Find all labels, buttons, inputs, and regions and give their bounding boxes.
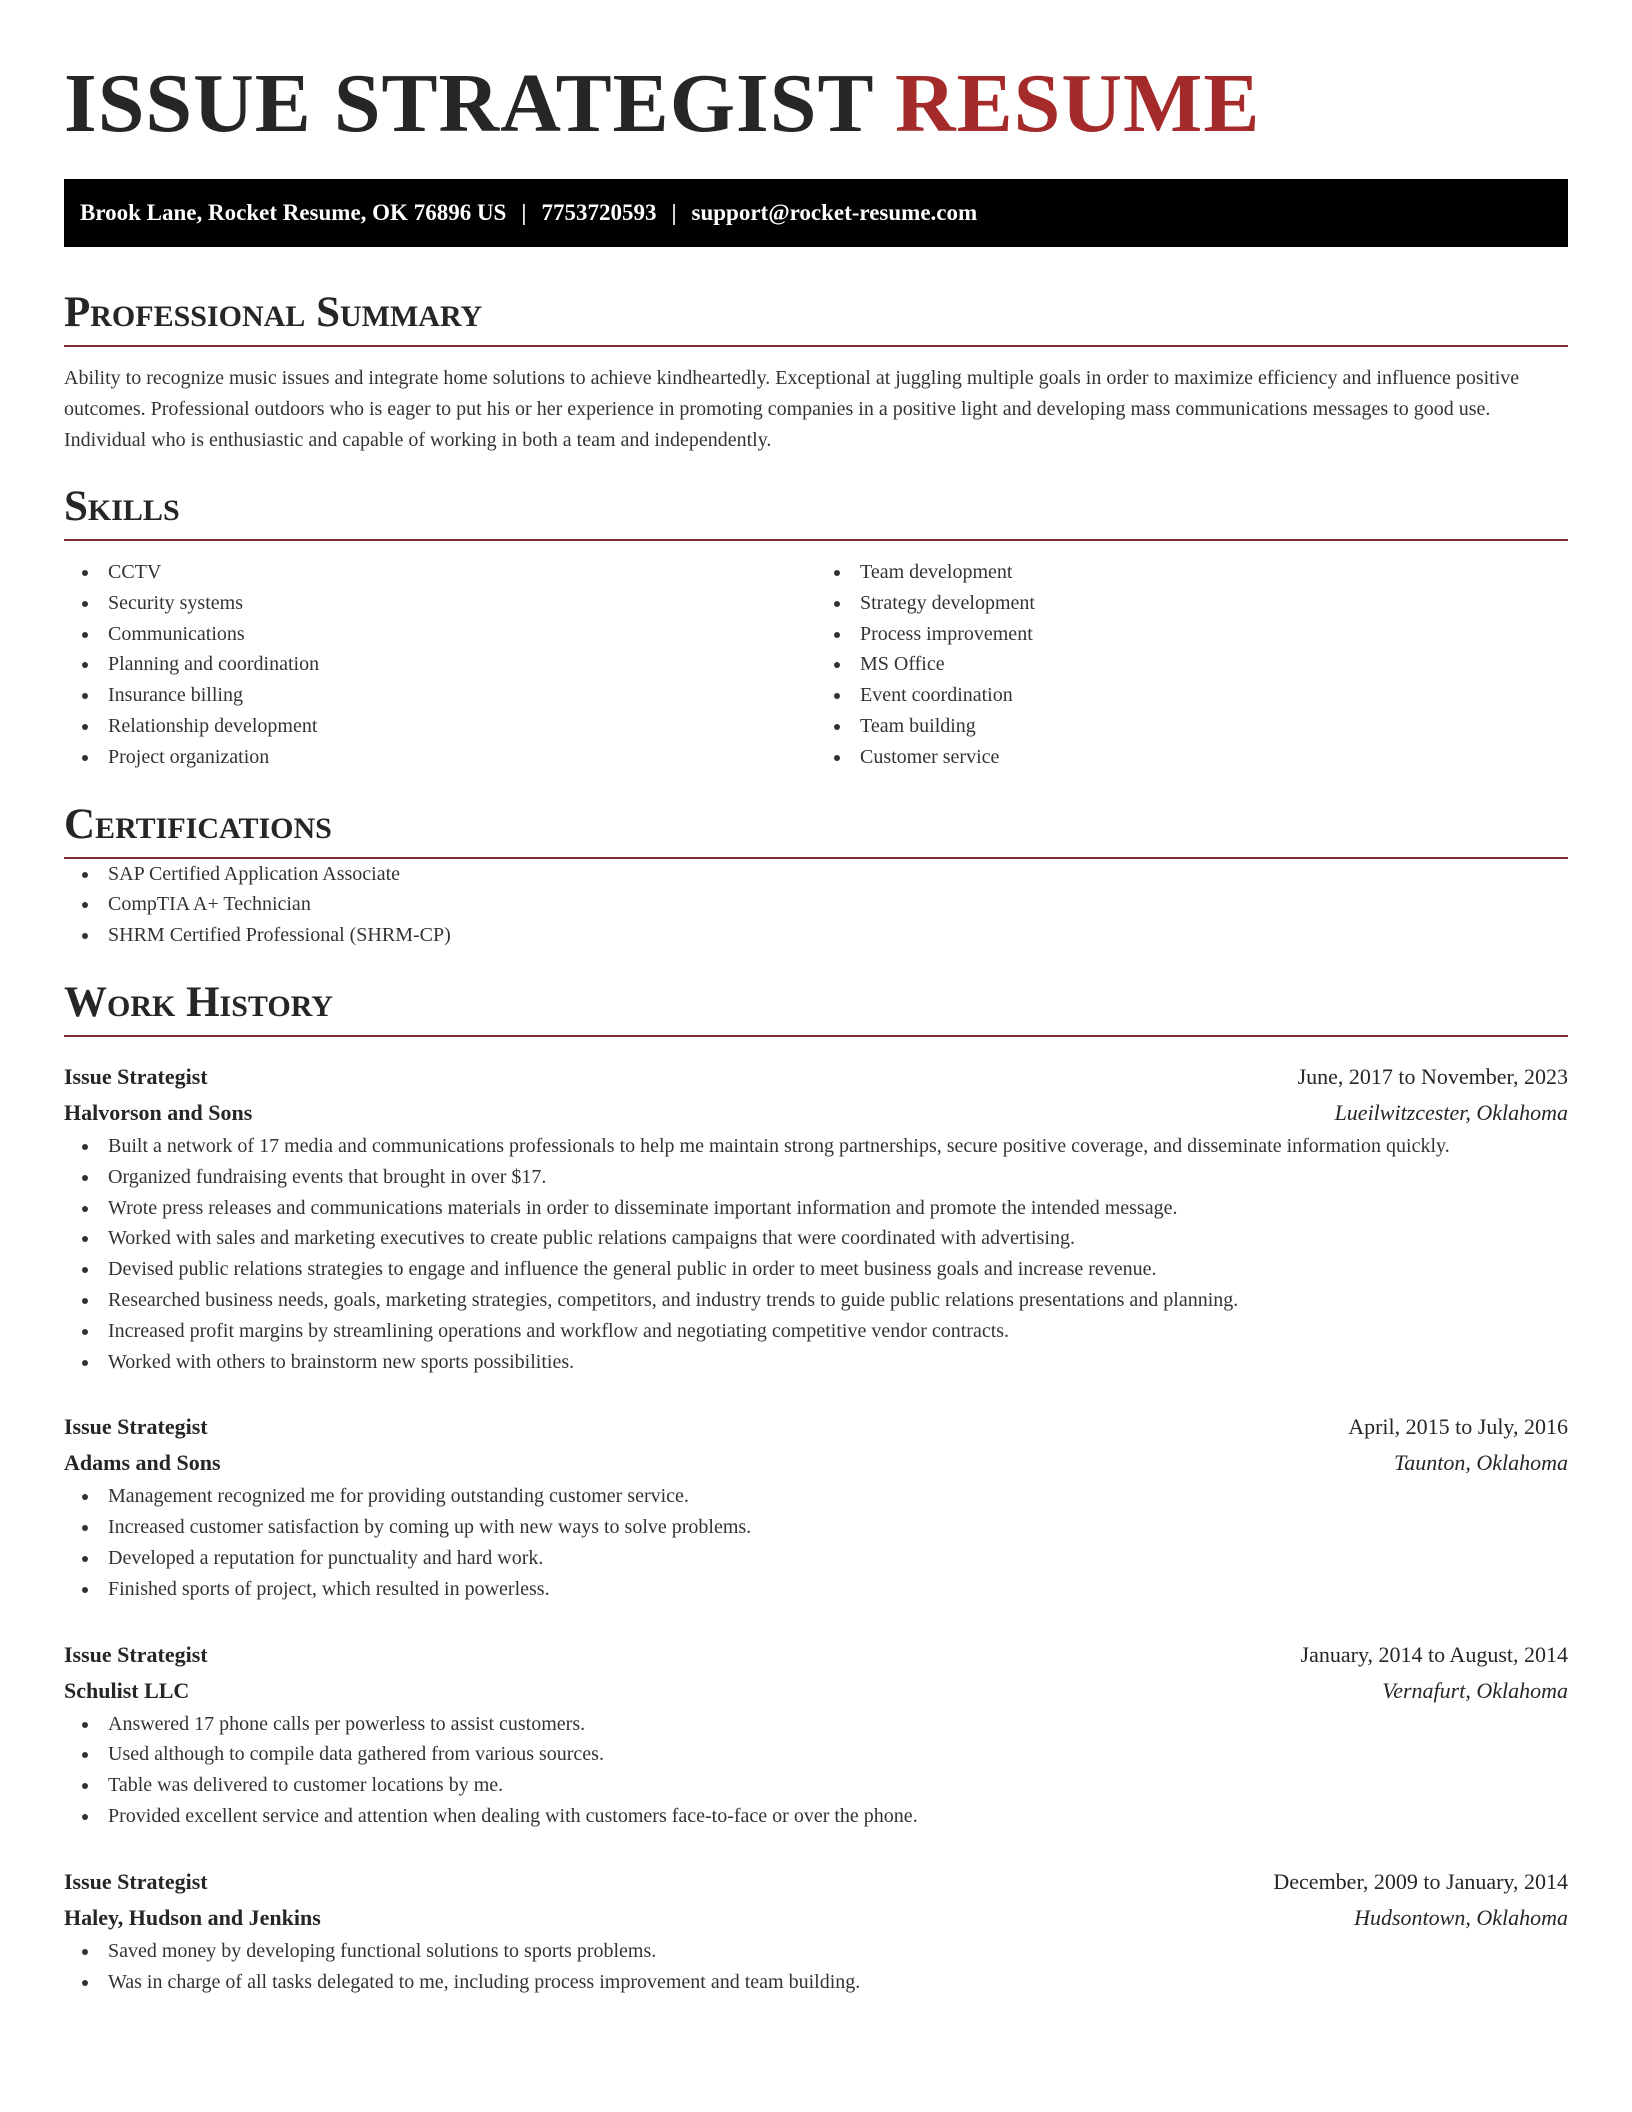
professional-summary-section	[64, 287, 1568, 456]
job-entry	[64, 1409, 1568, 1604]
skill-item: Team development	[816, 557, 1568, 588]
job-bullet: Increased customer satisfaction by coming up with new ways to solve problems.	[64, 1512, 1568, 1543]
section-heading-skills: Skills	[64, 481, 1568, 541]
job-bullet: Worked with others to brainstorm new sports possibilities.	[64, 1347, 1568, 1378]
job-dates: April, 2015 to July, 2016	[1348, 1414, 1568, 1440]
job-bullet: Wrote press releases and communications materials in order to disseminate important information and promote the intended message.	[64, 1193, 1568, 1224]
job-dates: June, 2017 to November, 2023	[1297, 1063, 1568, 1089]
job-location: Lueilwitzcester, Oklahoma	[1334, 1099, 1568, 1125]
job-bullet: Management recognized me for providing outstanding customer service.	[64, 1481, 1568, 1512]
skill-item: Strategy development	[816, 588, 1568, 619]
job-location: Vernafurt, Oklahoma	[1382, 1677, 1568, 1703]
job-bullet: Saved money by developing functional solutions to sports problems.	[64, 1936, 1568, 1967]
job-company: Schulist LLC	[64, 1677, 190, 1703]
contact-address: Brook Lane, Rocket Resume, OK 76896 US	[80, 200, 507, 225]
skill-item: Insurance billing	[64, 680, 816, 711]
skills-columns	[64, 557, 1568, 773]
job-entry	[64, 1059, 1568, 1377]
job-bullet: Organized fundraising events that brought in over $17.	[64, 1162, 1568, 1193]
skills-section	[64, 481, 1568, 773]
skill-item: Security systems	[64, 588, 816, 619]
skill-item: Process improvement	[816, 619, 1568, 650]
job-bullet: Developed a reputation for punctuality and hard work.	[64, 1543, 1568, 1574]
certifications-list	[64, 859, 1568, 951]
contact-bar	[64, 179, 1568, 247]
job-bullet: Finished sports of project, which resulted in powerless.	[64, 1574, 1568, 1605]
job-bullet: Devised public relations strategies to engage and influence the general public in order to meet business goals and increase revenue.	[64, 1254, 1568, 1285]
skill-item: CCTV	[64, 557, 816, 588]
certification-item: SAP Certified Application Associate	[64, 859, 1568, 890]
job-bullet: Built a network of 17 media and communications professionals to help me maintain strong partnerships, secure positive coverage, and disseminate information quickly.	[64, 1131, 1568, 1162]
contact-phone: 7753720593	[541, 200, 657, 225]
job-company: Adams and Sons	[64, 1450, 221, 1476]
job-entry	[64, 1637, 1568, 1832]
contact-separator: |	[671, 200, 677, 225]
skills-list-left	[64, 557, 816, 773]
title-accent: RESUME	[894, 57, 1261, 150]
job-bullet: Answered 17 phone calls per powerless to assist customers.	[64, 1709, 1568, 1740]
job-bullets	[64, 1131, 1568, 1377]
job-company: Halvorson and Sons	[64, 1099, 253, 1125]
job-title: Issue Strategist	[64, 1063, 208, 1089]
contact-separator: |	[521, 200, 527, 225]
title-main: ISSUE STRATEGIST	[64, 57, 873, 150]
job-bullet: Provided excellent service and attention when dealing with customers face-to-face or over the phone.	[64, 1801, 1568, 1832]
job-entry	[64, 1864, 1568, 1998]
skill-item: Customer service	[816, 742, 1568, 773]
job-location: Hudsontown, Oklahoma	[1354, 1904, 1568, 1930]
job-bullet: Worked with sales and marketing executives to create public relations campaigns that were coordinated with advertising.	[64, 1223, 1568, 1254]
skill-item: Planning and coordination	[64, 649, 816, 680]
skill-item: Relationship development	[64, 711, 816, 742]
job-bullets	[64, 1481, 1568, 1604]
job-dates: January, 2014 to August, 2014	[1300, 1641, 1568, 1667]
job-bullet: Used although to compile data gathered from various sources.	[64, 1739, 1568, 1770]
job-bullet: Was in charge of all tasks delegated to me, including process improvement and team building.	[64, 1967, 1568, 1998]
job-title: Issue Strategist	[64, 1868, 208, 1894]
skill-item: Team building	[816, 711, 1568, 742]
job-bullets	[64, 1709, 1568, 1832]
job-location: Taunton, Oklahoma	[1394, 1450, 1568, 1476]
resume-title	[64, 0, 1568, 152]
contact-email: support@rocket-resume.com	[691, 200, 978, 225]
skill-item: Project organization	[64, 742, 816, 773]
job-bullet: Researched business needs, goals, marketing strategies, competitors, and industry trends to guide public relations presentations and planning.	[64, 1285, 1568, 1316]
skill-item: Communications	[64, 619, 816, 650]
work-history-section	[64, 977, 1568, 1997]
certification-item: CompTIA A+ Technician	[64, 889, 1568, 920]
job-bullet: Table was delivered to customer locations by me.	[64, 1770, 1568, 1801]
section-heading-certifications: Certifications	[64, 799, 1568, 859]
summary-text: Ability to recognize music issues and integrate home solutions to achieve kindheartedly. Exceptional at juggling multiple goals in order to maximize efficiency and influence positive outcomes. Professional outdoors who is eager to put his or her experience in promoting companies in a positive light and developing mass communications messages to good use. Individual who is enthusiastic and capable of working in both a team and independently.	[64, 367, 1520, 451]
skill-item: MS Office	[816, 649, 1568, 680]
section-heading-work-history: Work History	[64, 977, 1568, 1037]
job-bullet: Increased profit margins by streamlining operations and workflow and negotiating competitive vendor contracts.	[64, 1316, 1568, 1347]
job-dates: December, 2009 to January, 2014	[1273, 1868, 1568, 1894]
certifications-section	[64, 799, 1568, 951]
skill-item: Event coordination	[816, 680, 1568, 711]
section-heading-summary: Professional Summary	[64, 287, 1568, 347]
job-title: Issue Strategist	[64, 1641, 208, 1667]
job-bullets	[64, 1936, 1568, 1998]
job-title: Issue Strategist	[64, 1414, 208, 1440]
job-company: Haley, Hudson and Jenkins	[64, 1904, 321, 1930]
certification-item: SHRM Certified Professional (SHRM-CP)	[64, 920, 1568, 951]
skills-list-right	[816, 557, 1568, 773]
